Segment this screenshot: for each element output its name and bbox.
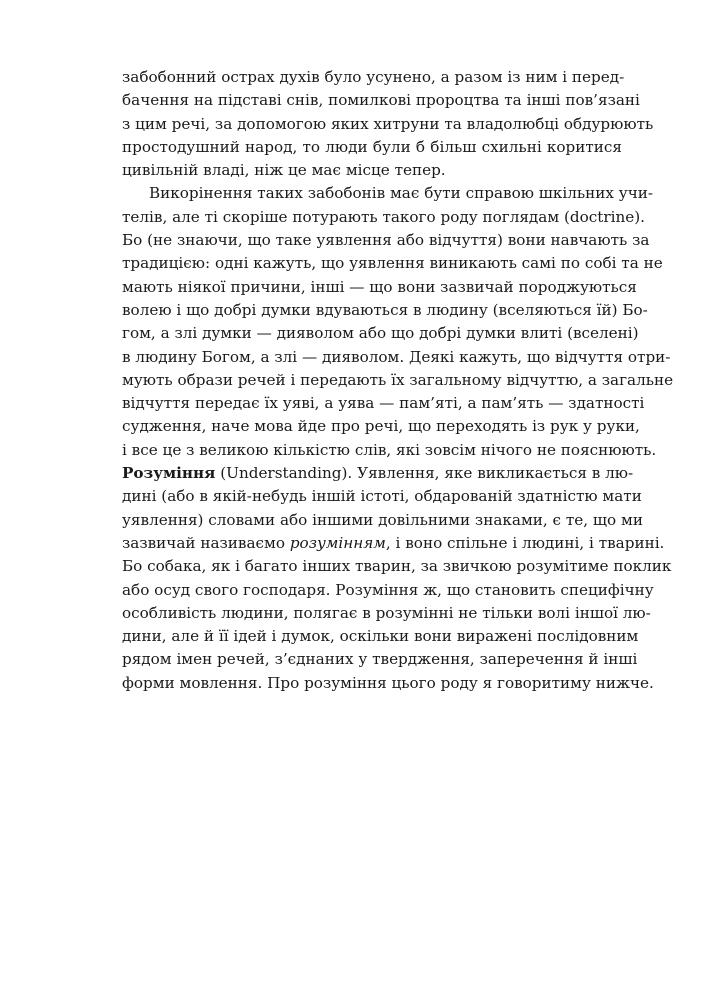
text-line: Бо (не знаючи, що таке уявлення або відчуття) вони навчають за	[122, 231, 650, 250]
text-run: (Understanding). Уявлення, яке викликається в лю-	[215, 464, 634, 483]
text-line: відчуття передає їх уяві, а уява — пам’яті, а пам’ять — здатності	[122, 394, 645, 413]
text-line: рядом імен речей, з’єднаних у твердження, заперечення й інші	[122, 650, 638, 669]
paragraph-1	[122, 66, 654, 182]
text-line: забобонний острах духів було усунено, а разом із ним і перед-	[122, 68, 625, 86]
text-line: в людину Богом, а злі — дияволом. Деякі кажуть, що відчуття отри-	[122, 347, 671, 366]
text-line: простодушний народ, то люди були б більш схильні коритися	[122, 137, 622, 156]
text-line: особливість людини, полягає в розумінні не тільки волі іншої лю-	[122, 603, 651, 622]
text-line: форми мовлення. Про розуміння цього роду я говоритиму нижче.	[122, 673, 654, 692]
text-line: мають ніякої причини, інші — що вони зазвичай породжуються	[122, 277, 637, 296]
text-line: судження, наче мова йде про речі, що переходять із рук у руки,	[122, 417, 640, 436]
text-run: , і воно спільне і людині, і тварині.	[385, 533, 665, 552]
text-line: або осуд свого господаря. Розуміння ж, що становить специфічну	[122, 580, 654, 599]
text-line: Бо собака, як і багато інших тварин, за звичкою розумітиме поклик	[122, 557, 672, 576]
text-line: бачення на підставі снів, помилкові пророцтва та інші пов’язані	[122, 91, 640, 110]
text-line: мують образи речей і передають їх загальному відчуттю, а загальне	[122, 370, 674, 389]
text-line: дині (або в якій-небудь іншій істоті, обдарованій здатністю мати	[122, 487, 642, 506]
text-line	[122, 462, 634, 485]
text-line: уявлення) словами або іншими довільними знаками, є те, що ми	[122, 510, 643, 529]
text-line: традицією: одні кажуть, що уявлення виникають самі по собі та не	[122, 254, 663, 273]
text-line: Викорінення таких забобонів має бути справою шкільних учи-	[149, 184, 654, 203]
text-line	[122, 532, 665, 555]
text-run: зазвичай називаємо	[122, 533, 290, 552]
italic-term: розумінням	[289, 533, 386, 552]
paragraph-2	[122, 182, 674, 462]
text-line: з цим речі, за допомогою яких хитруни та владолюбці обдурюють	[122, 114, 654, 133]
text-line: дини, але й її ідей і думок, оскільки вони виражені послідовним	[122, 627, 639, 646]
paragraph-3	[122, 462, 672, 695]
text-line: волею і що добрі думки вдуваються в людину (вселяються їй) Бо-	[122, 300, 648, 319]
term-heading: Розуміння	[122, 464, 216, 483]
text-line: гом, а злі думки — дияволом або що добрі думки влиті (вселені)	[122, 324, 639, 343]
page-body	[122, 66, 674, 695]
text-line: цивільній владі, ніж це має місце тепер.	[122, 161, 446, 180]
text-line: і все це з великою кількістю слів, які зовсім нічого не пояснюють.	[122, 440, 657, 459]
text-line: телів, але ті скоріше потурають такого роду поглядам (doctrine).	[122, 207, 646, 226]
